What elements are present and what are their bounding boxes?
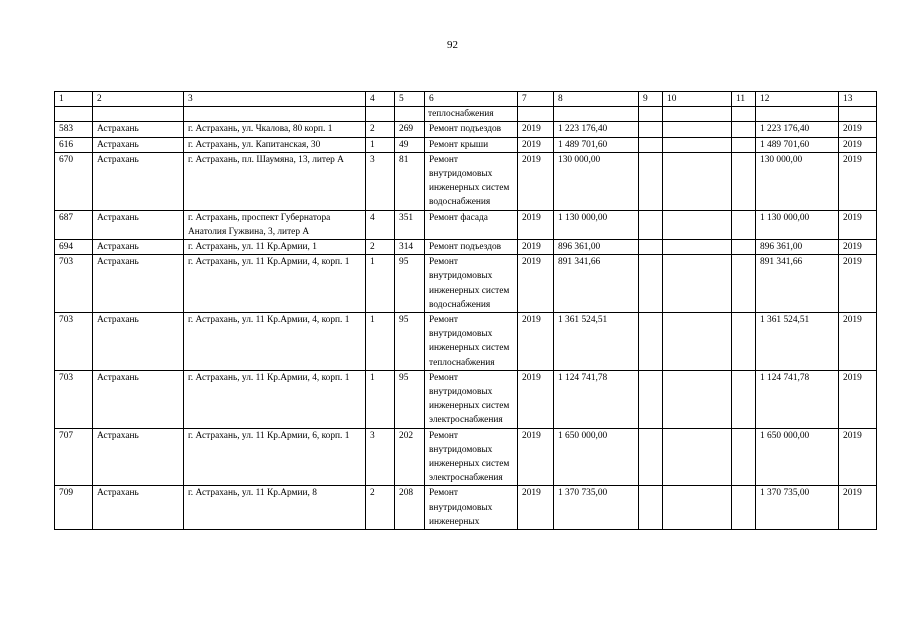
address-cell: г. Астрахань, пл. Шаумяна, 13, литер А	[184, 152, 366, 210]
header-cell: 13	[839, 92, 877, 107]
table-row	[55, 370, 877, 428]
cell-7: 2019	[518, 137, 554, 152]
work-type-cell: Ремонт подъездов	[425, 240, 518, 255]
row-number-cell: 707	[55, 428, 93, 486]
address-cell: г. Астрахань, ул. 11 Кр.Армии, 1	[184, 240, 366, 255]
municipality-cell: Астрахань	[93, 486, 184, 530]
row-number-cell	[55, 107, 93, 122]
cell-4	[366, 107, 395, 122]
cell-7: 2019	[518, 210, 554, 239]
work-type-cell: Ремонт внутридомовых инженерных систем водоснабжения	[425, 255, 518, 313]
cell-11	[732, 122, 756, 137]
table-row	[55, 486, 877, 530]
header-cell: 7	[518, 92, 554, 107]
cell-4: 1	[366, 255, 395, 313]
cell-5: 95	[395, 255, 425, 313]
cell-11	[732, 255, 756, 313]
year-cell: 2019	[839, 370, 877, 428]
cost-cell: 1 223 176,40	[554, 122, 639, 137]
cost-total-cell: 130 000,00	[756, 152, 839, 210]
cost-total-cell: 891 341,66	[756, 255, 839, 313]
cell-9	[639, 486, 663, 530]
work-type-cell: Ремонт крыши	[425, 137, 518, 152]
cell-11	[732, 152, 756, 210]
cost-total-cell: 1 370 735,00	[756, 486, 839, 530]
cell-4: 4	[366, 210, 395, 239]
header-cell: 5	[395, 92, 425, 107]
cost-cell: 1 130 000,00	[554, 210, 639, 239]
cell-7: 2019	[518, 152, 554, 210]
cell-11	[732, 313, 756, 371]
cell-11	[732, 107, 756, 122]
cost-cell: 1 650 000,00	[554, 428, 639, 486]
work-type-cell: Ремонт внутридомовых инженерных систем теплоснабжения	[425, 313, 518, 371]
cell-10	[663, 486, 732, 530]
cell-9	[639, 122, 663, 137]
cell-5: 81	[395, 152, 425, 210]
year-cell: 2019	[839, 210, 877, 239]
cell-11	[732, 428, 756, 486]
header-cell: 11	[732, 92, 756, 107]
work-type-cell: Ремонт фасада	[425, 210, 518, 239]
cell-11	[732, 240, 756, 255]
cell-7: 2019	[518, 370, 554, 428]
municipality-cell: Астрахань	[93, 255, 184, 313]
row-number-cell: 694	[55, 240, 93, 255]
cell-11	[732, 370, 756, 428]
cell-10	[663, 137, 732, 152]
row-number-cell: 687	[55, 210, 93, 239]
cell-9	[639, 107, 663, 122]
address-cell: г. Астрахань, ул. 11 Кр.Армии, 8	[184, 486, 366, 530]
cost-total-cell: 1 223 176,40	[756, 122, 839, 137]
row-number-cell: 703	[55, 370, 93, 428]
cost-cell: 896 361,00	[554, 240, 639, 255]
cell-4: 3	[366, 152, 395, 210]
column-number-row	[55, 92, 877, 107]
cost-total-cell: 1 650 000,00	[756, 428, 839, 486]
header-cell: 10	[663, 92, 732, 107]
year-cell: 2019	[839, 486, 877, 530]
cost-total-cell: 896 361,00	[756, 240, 839, 255]
municipality-cell: Астрахань	[93, 313, 184, 371]
year-cell: 2019	[839, 137, 877, 152]
row-number-cell: 709	[55, 486, 93, 530]
cost-cell: 1 124 741,78	[554, 370, 639, 428]
cell-10	[663, 152, 732, 210]
header-cell: 4	[366, 92, 395, 107]
table-body	[55, 92, 877, 530]
cell-5	[395, 107, 425, 122]
cost-cell: 891 341,66	[554, 255, 639, 313]
cell-5: 49	[395, 137, 425, 152]
address-cell: г. Астрахань, проспект Губернатора Анатолия Гужвина, 3, литер А	[184, 210, 366, 239]
municipality-cell: Астрахань	[93, 210, 184, 239]
cell-10	[663, 107, 732, 122]
header-cell: 6	[425, 92, 518, 107]
cost-cell: 1 489 701,60	[554, 137, 639, 152]
address-cell: г. Астрахань, ул. Капитанская, 30	[184, 137, 366, 152]
header-cell: 1	[55, 92, 93, 107]
address-cell: г. Астрахань, ул. 11 Кр.Армии, 4, корп. 1	[184, 255, 366, 313]
cell-9	[639, 255, 663, 313]
cell-10	[663, 428, 732, 486]
year-cell: 2019	[839, 313, 877, 371]
table-row	[55, 152, 877, 210]
municipality-cell: Астрахань	[93, 428, 184, 486]
year-cell	[839, 107, 877, 122]
address-cell: г. Астрахань, ул. 11 Кр.Армии, 6, корп. 1	[184, 428, 366, 486]
municipality-cell	[93, 107, 184, 122]
table-row	[55, 313, 877, 371]
cell-5: 269	[395, 122, 425, 137]
cell-7: 2019	[518, 122, 554, 137]
year-cell: 2019	[839, 428, 877, 486]
cell-7: 2019	[518, 313, 554, 371]
cost-total-cell: 1 361 524,51	[756, 313, 839, 371]
header-cell: 3	[184, 92, 366, 107]
year-cell: 2019	[839, 122, 877, 137]
cost-total-cell: 1 489 701,60	[756, 137, 839, 152]
cell-4: 2	[366, 122, 395, 137]
cost-cell	[554, 107, 639, 122]
cell-7	[518, 107, 554, 122]
cost-total-cell: 1 130 000,00	[756, 210, 839, 239]
cell-10	[663, 255, 732, 313]
cell-9	[639, 313, 663, 371]
cost-cell: 1 370 735,00	[554, 486, 639, 530]
year-cell: 2019	[839, 255, 877, 313]
header-cell: 8	[554, 92, 639, 107]
address-cell: г. Астрахань, ул. 11 Кр.Армии, 4, корп. 1	[184, 313, 366, 371]
cost-cell: 130 000,00	[554, 152, 639, 210]
page-number: 92	[447, 39, 458, 51]
cell-5: 95	[395, 313, 425, 371]
address-cell: г. Астрахань, ул. 11 Кр.Армии, 4, корп. 1	[184, 370, 366, 428]
municipality-cell: Астрахань	[93, 122, 184, 137]
cell-5: 208	[395, 486, 425, 530]
cell-5: 351	[395, 210, 425, 239]
table-row	[55, 240, 877, 255]
cost-cell: 1 361 524,51	[554, 313, 639, 371]
cell-9	[639, 137, 663, 152]
table-row	[55, 107, 877, 122]
year-cell: 2019	[839, 240, 877, 255]
cell-7: 2019	[518, 428, 554, 486]
cell-10	[663, 210, 732, 239]
cell-4: 1	[366, 370, 395, 428]
year-cell: 2019	[839, 152, 877, 210]
cell-5: 202	[395, 428, 425, 486]
cell-9	[639, 152, 663, 210]
cell-7: 2019	[518, 486, 554, 530]
row-number-cell: 670	[55, 152, 93, 210]
cell-4: 1	[366, 313, 395, 371]
cell-9	[639, 370, 663, 428]
municipality-cell: Астрахань	[93, 240, 184, 255]
municipality-cell: Астрахань	[93, 137, 184, 152]
work-type-cell: Ремонт внутридомовых инженерных систем электроснабжения	[425, 428, 518, 486]
address-cell: г. Астрахань, ул. Чкалова, 80 корп. 1	[184, 122, 366, 137]
row-number-cell: 583	[55, 122, 93, 137]
cell-10	[663, 122, 732, 137]
cost-total-cell: 1 124 741,78	[756, 370, 839, 428]
table-row	[55, 428, 877, 486]
cost-total-cell	[756, 107, 839, 122]
table-row	[55, 255, 877, 313]
cell-4: 2	[366, 240, 395, 255]
address-cell	[184, 107, 366, 122]
cell-4: 1	[366, 137, 395, 152]
repair-program-table	[54, 91, 877, 530]
cell-7: 2019	[518, 240, 554, 255]
header-cell: 12	[756, 92, 839, 107]
cell-11	[732, 486, 756, 530]
header-cell: 9	[639, 92, 663, 107]
cell-5: 314	[395, 240, 425, 255]
row-number-cell: 616	[55, 137, 93, 152]
cell-4: 2	[366, 486, 395, 530]
work-type-cell: теплоснабжения	[425, 107, 518, 122]
header-cell: 2	[93, 92, 184, 107]
cell-10	[663, 313, 732, 371]
row-number-cell: 703	[55, 313, 93, 371]
row-number-cell: 703	[55, 255, 93, 313]
cell-11	[732, 137, 756, 152]
cell-10	[663, 240, 732, 255]
table-row	[55, 122, 877, 137]
table-row	[55, 137, 877, 152]
work-type-cell: Ремонт внутридомовых инженерных	[425, 486, 518, 530]
cell-10	[663, 370, 732, 428]
cell-7: 2019	[518, 255, 554, 313]
cell-9	[639, 240, 663, 255]
cell-11	[732, 210, 756, 239]
cell-5: 95	[395, 370, 425, 428]
cell-9	[639, 428, 663, 486]
municipality-cell: Астрахань	[93, 152, 184, 210]
table-row	[55, 210, 877, 239]
cell-9	[639, 210, 663, 239]
work-type-cell: Ремонт внутридомовых инженерных систем водоснабжения	[425, 152, 518, 210]
municipality-cell: Астрахань	[93, 370, 184, 428]
work-type-cell: Ремонт подъездов	[425, 122, 518, 137]
work-type-cell: Ремонт внутридомовых инженерных систем электроснабжения	[425, 370, 518, 428]
cell-4: 3	[366, 428, 395, 486]
